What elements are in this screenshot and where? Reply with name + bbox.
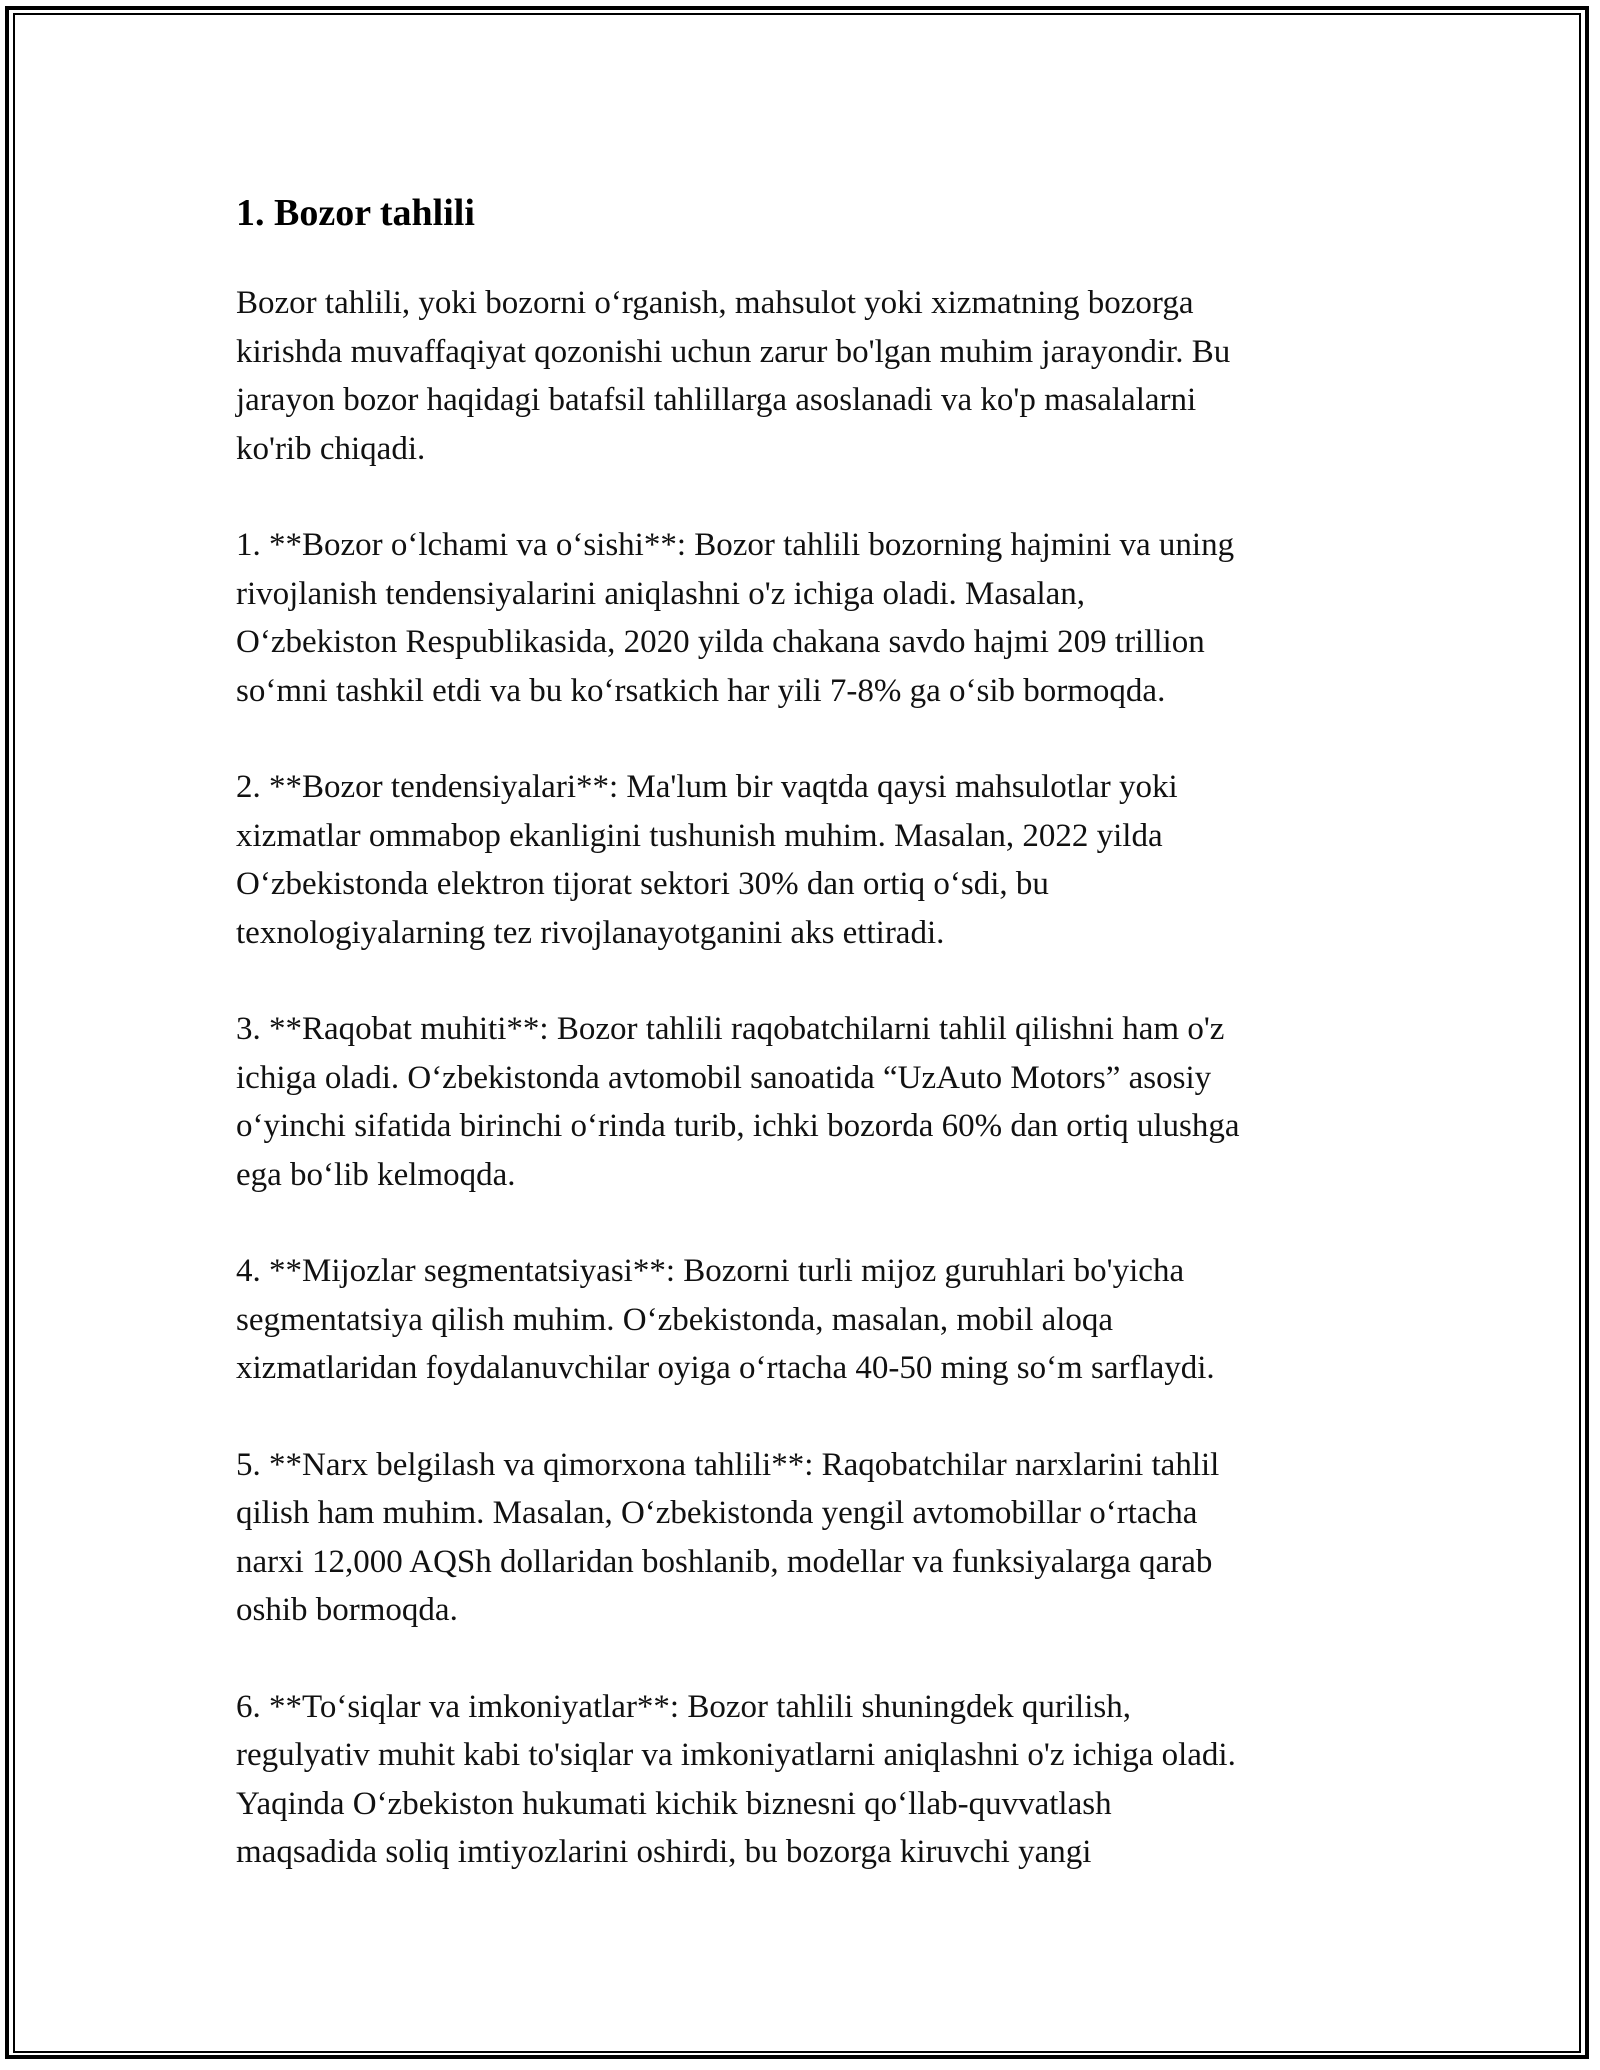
paragraph-barriers-opportunities: 6. **To‘siqlar va imkoniyatlar**: Bozor tahlili shuningdek qurilish, regulyativ muhit kabi to'siqlar va imkoniyatlarni aniqlashni o'z ichiga oladi. Yaqinda O‘zbekiston hukumati kichik biznesni qo‘llab-quvvatlash maqsadida soliq imtiyozlarini oshirdi, bu bozorga kiruvchi yangi bbox=[236, 1688, 1236, 1870]
paragraph-market-size: 1. **Bozor o‘lchami va o‘sishi**: Bozor tahlili bozorning hajmini va uning rivojlanish tendensiyalarini aniqlashni o'z ichiga oladi. Masalan, O‘zbekiston Respublikasida, 2020 yilda chakana savdo hajmi 209 trillion so‘mni tashkil etdi va bu ko‘rsatkich har yili 7-8% ga o‘sib bormoqda. bbox=[236, 527, 1235, 709]
document-body bbox=[236, 185, 1364, 1925]
intro-paragraph: Bozor tahlili, yoki bozorni o‘rganish, mahsulot yoki xizmatning bozorga kirishda muvaffaqiyat qozonishi uchun zarur bo'lgan muhim jarayondir. Bu jarayon bozor haqidagi batafsil tahlillarga asoslanadi va ko'p masalalarni ko'rib chiqadi. bbox=[236, 285, 1231, 467]
section-heading: 1. Bozor tahlili bbox=[236, 192, 475, 234]
paragraph-pricing: 5. **Narx belgilash va qimorxona tahlili**: Raqobatchilar narxlarini tahlil qilish ham muhim. Masalan, O‘zbekistonda yengil avtomobillar o‘rtacha narxi 12,000 AQSh dollaridan boshlanib, modellar va funksiyalarga qarab oshib bormoqda. bbox=[236, 1446, 1220, 1628]
paragraph-competition: 3. **Raqobat muhiti**: Bozor tahlili raqobatchilarni tahlil qilishni ham o'z ichiga oladi. O‘zbekistonda avtomobil sanoatida “UzAuto Motors” asosiy o‘yinchi sifatida birinchi o‘rinda turib, ichki bozorda 60% dan ortiq ulushga ega bo‘lib kelmoqda. bbox=[236, 1011, 1240, 1193]
paragraph-market-trends: 2. **Bozor tendensiyalari**: Ma'lum bir vaqtda qaysi mahsulotlar yoki xizmatlar ommabop ekanligini tushunish muhim. Masalan, 2022 yilda O‘zbekistonda elektron tijorat sektori 30% dan ortiq o‘sdi, bu texnologiyalarning tez rivojlanayotganini aks ettiradi. bbox=[236, 769, 1178, 951]
paragraph-customer-segmentation: 4. **Mijozlar segmentatsiyasi**: Bozorni turli mijoz guruhlari bo'yicha segmentatsiya qilish muhim. O‘zbekistonda, masalan, mobil aloqa xizmatlaridan foydalanuvchilar oyiga o‘rtacha 40-50 ming so‘m sarflaydi. bbox=[236, 1253, 1215, 1386]
